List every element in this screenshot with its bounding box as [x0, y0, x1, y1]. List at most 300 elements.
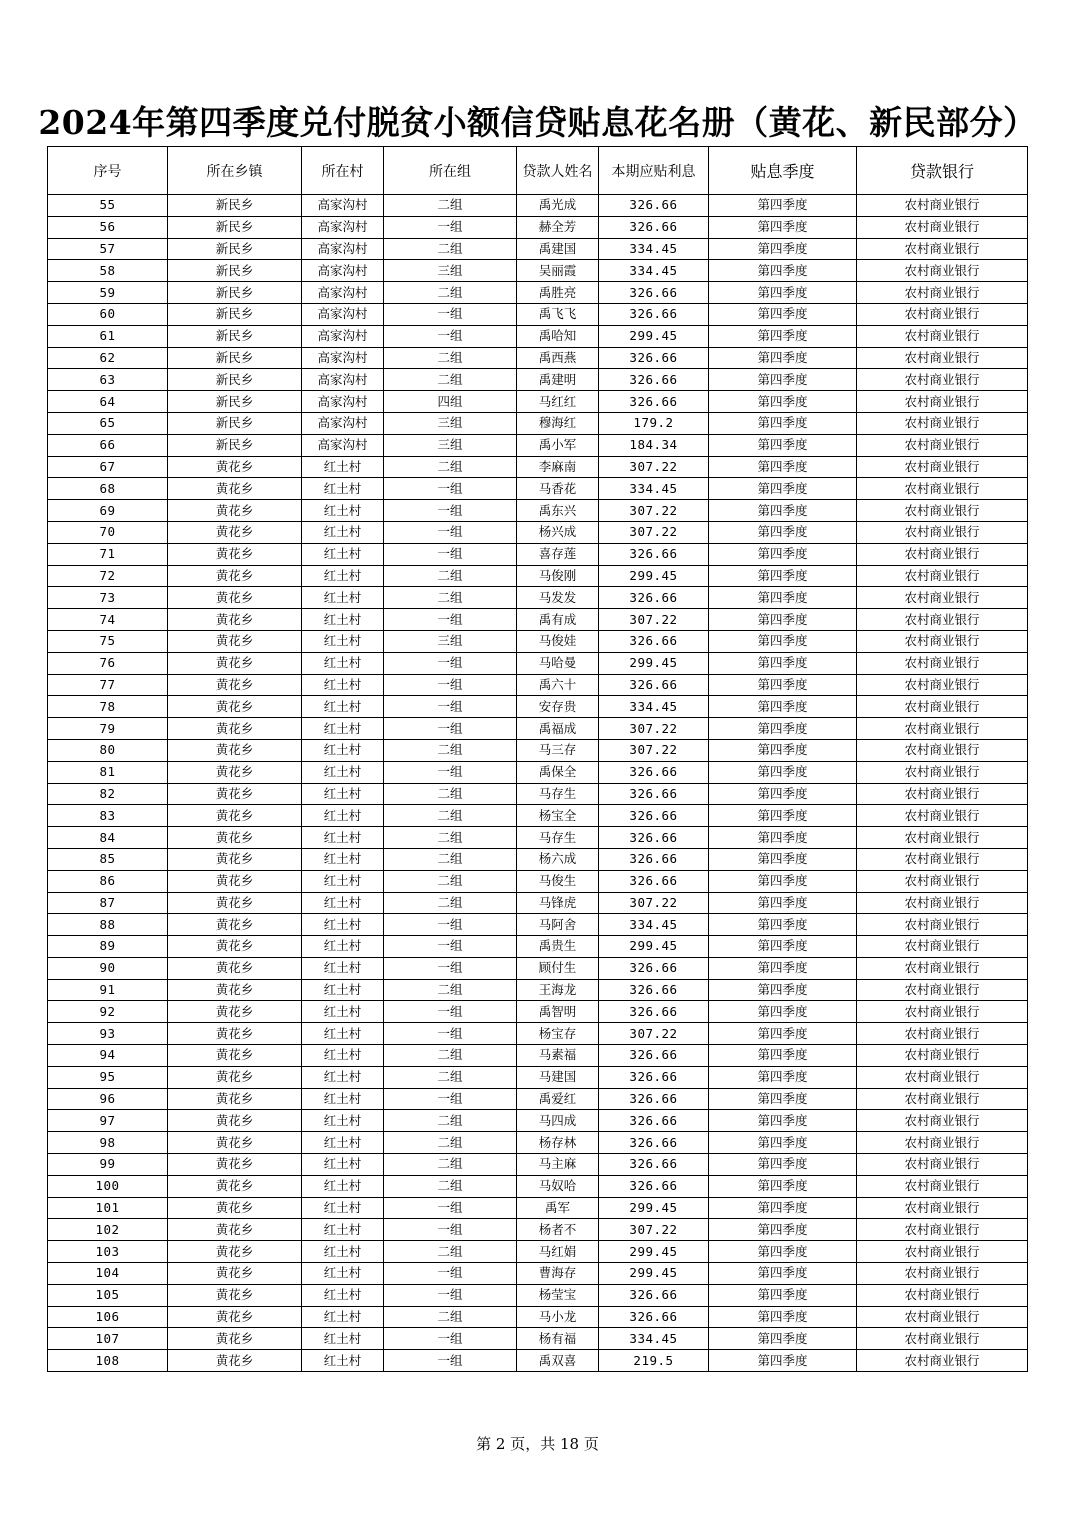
table-cell: 93: [48, 1023, 168, 1045]
table-cell: 黄花乡: [168, 696, 302, 718]
table-row: [48, 412, 1028, 434]
table-row: [48, 1350, 1028, 1372]
table-cell: 马俊刚: [517, 565, 599, 587]
table-cell: 农村商业银行: [857, 478, 1028, 500]
table-cell: 黄花乡: [168, 914, 302, 936]
table-cell: 禹军: [517, 1197, 599, 1219]
table-cell: 二组: [384, 827, 517, 849]
table-cell: 红土村: [302, 1066, 384, 1088]
table-cell: 二组: [384, 1045, 517, 1067]
table-cell: 农村商业银行: [857, 1284, 1028, 1306]
table-cell: 马小龙: [517, 1306, 599, 1328]
table-cell: 农村商业银行: [857, 543, 1028, 565]
header-cell: 贷款人姓名: [517, 147, 599, 195]
table-cell: 98: [48, 1132, 168, 1154]
table-cell: 马四成: [517, 1110, 599, 1132]
table-cell: 新民乡: [168, 260, 302, 282]
table-cell: 马哈曼: [517, 652, 599, 674]
table-cell: 第四季度: [709, 543, 857, 565]
table-cell: 94: [48, 1045, 168, 1067]
table-cell: 红土村: [302, 1197, 384, 1219]
table-cell: 农村商业银行: [857, 652, 1028, 674]
table-cell: 赫全芳: [517, 216, 599, 238]
table-cell: 第四季度: [709, 456, 857, 478]
table-row: [48, 238, 1028, 260]
table-cell: 299.45: [599, 325, 709, 347]
table-cell: 二组: [384, 195, 517, 217]
table-cell: 红土村: [302, 543, 384, 565]
table-cell: 新民乡: [168, 391, 302, 413]
table-cell: 85: [48, 848, 168, 870]
table-cell: 红土村: [302, 674, 384, 696]
table-cell: 一组: [384, 652, 517, 674]
table-cell: 第四季度: [709, 587, 857, 609]
table-cell: 农村商业银行: [857, 1350, 1028, 1372]
table-cell: 83: [48, 805, 168, 827]
table-cell: 326.66: [599, 282, 709, 304]
table-row: [48, 587, 1028, 609]
table-cell: 88: [48, 914, 168, 936]
table-cell: 杨存林: [517, 1132, 599, 1154]
table-cell: 红土村: [302, 500, 384, 522]
table-cell: 禹西燕: [517, 347, 599, 369]
table-cell: 高家沟村: [302, 260, 384, 282]
table-cell: 高家沟村: [302, 412, 384, 434]
table-cell: 一组: [384, 303, 517, 325]
table-cell: 农村商业银行: [857, 892, 1028, 914]
table-cell: 高家沟村: [302, 369, 384, 391]
table-cell: 一组: [384, 478, 517, 500]
table-cell: 杨兴成: [517, 521, 599, 543]
table-cell: 新民乡: [168, 195, 302, 217]
table-cell: 57: [48, 238, 168, 260]
header-cell: 所在乡镇: [168, 147, 302, 195]
table-cell: 326.66: [599, 957, 709, 979]
table-cell: 334.45: [599, 260, 709, 282]
table-cell: 高家沟村: [302, 391, 384, 413]
header-cell: 所在村: [302, 147, 384, 195]
table-cell: 79: [48, 718, 168, 740]
table-cell: 一组: [384, 1023, 517, 1045]
table-row: [48, 696, 1028, 718]
table-cell: 农村商业银行: [857, 718, 1028, 740]
table-cell: 红土村: [302, 957, 384, 979]
table-cell: 黄花乡: [168, 1350, 302, 1372]
table-cell: 326.66: [599, 391, 709, 413]
table-cell: 农村商业银行: [857, 1175, 1028, 1197]
table-cell: 新民乡: [168, 325, 302, 347]
table-cell: 红土村: [302, 1241, 384, 1263]
table-cell: 红土村: [302, 1219, 384, 1241]
table-cell: 农村商业银行: [857, 282, 1028, 304]
table-cell: 黄花乡: [168, 674, 302, 696]
table-cell: 99: [48, 1154, 168, 1176]
table-cell: 106: [48, 1306, 168, 1328]
table-row: [48, 674, 1028, 696]
table-cell: 吴丽霞: [517, 260, 599, 282]
table-cell: 禹福成: [517, 718, 599, 740]
table-cell: 红土村: [302, 1154, 384, 1176]
table-cell: 326.66: [599, 216, 709, 238]
table-cell: 326.66: [599, 848, 709, 870]
table-cell: 299.45: [599, 1263, 709, 1285]
table-cell: 马阿舍: [517, 914, 599, 936]
table-cell: 黄花乡: [168, 1263, 302, 1285]
table-cell: 65: [48, 412, 168, 434]
table-row: [48, 1110, 1028, 1132]
table-cell: 二组: [384, 1241, 517, 1263]
table-cell: 禹爱红: [517, 1088, 599, 1110]
table-cell: 马奴哈: [517, 1175, 599, 1197]
table-cell: 农村商业银行: [857, 1110, 1028, 1132]
table-cell: 黄花乡: [168, 1045, 302, 1067]
table-row: [48, 979, 1028, 1001]
table-cell: 农村商业银行: [857, 1154, 1028, 1176]
table-cell: 104: [48, 1263, 168, 1285]
table-row: [48, 652, 1028, 674]
table-cell: 64: [48, 391, 168, 413]
table-cell: 黄花乡: [168, 848, 302, 870]
table-body: [48, 195, 1028, 1372]
table-cell: 农村商业银行: [857, 565, 1028, 587]
table-cell: 黄花乡: [168, 478, 302, 500]
table-cell: 一组: [384, 500, 517, 522]
table-cell: 第四季度: [709, 1241, 857, 1263]
table-cell: 第四季度: [709, 347, 857, 369]
table-cell: 黄花乡: [168, 609, 302, 631]
table-cell: 农村商业银行: [857, 347, 1028, 369]
table-row: [48, 347, 1028, 369]
table-cell: 二组: [384, 783, 517, 805]
table-cell: 326.66: [599, 630, 709, 652]
table-cell: 禹双喜: [517, 1350, 599, 1372]
table-cell: 三组: [384, 412, 517, 434]
table-cell: 二组: [384, 369, 517, 391]
table-cell: 禹贵生: [517, 936, 599, 958]
table-cell: 农村商业银行: [857, 739, 1028, 761]
table-cell: 马发发: [517, 587, 599, 609]
table-cell: 二组: [384, 1132, 517, 1154]
table-cell: 农村商业银行: [857, 630, 1028, 652]
table-cell: 穆海红: [517, 412, 599, 434]
table-cell: 红土村: [302, 1328, 384, 1350]
table-cell: 黄花乡: [168, 1197, 302, 1219]
table-row: [48, 848, 1028, 870]
table-cell: 二组: [384, 587, 517, 609]
table-cell: 84: [48, 827, 168, 849]
table-row: [48, 739, 1028, 761]
table-cell: 马红红: [517, 391, 599, 413]
table-cell: 97: [48, 1110, 168, 1132]
table-cell: 农村商业银行: [857, 1066, 1028, 1088]
table-cell: 红土村: [302, 1284, 384, 1306]
table-row: [48, 478, 1028, 500]
table-cell: 326.66: [599, 1045, 709, 1067]
table-cell: 禹东兴: [517, 500, 599, 522]
table-cell: 第四季度: [709, 761, 857, 783]
table-cell: 二组: [384, 848, 517, 870]
table-cell: 高家沟村: [302, 238, 384, 260]
table-cell: 一组: [384, 1219, 517, 1241]
table-cell: 184.34: [599, 434, 709, 456]
table-cell: 一组: [384, 957, 517, 979]
table-row: [48, 565, 1028, 587]
table-cell: 326.66: [599, 761, 709, 783]
table-cell: 307.22: [599, 609, 709, 631]
table-cell: 高家沟村: [302, 325, 384, 347]
table-cell: 马俊娃: [517, 630, 599, 652]
table-row: [48, 456, 1028, 478]
table-cell: 红土村: [302, 783, 384, 805]
table-cell: 63: [48, 369, 168, 391]
table-cell: 黄花乡: [168, 1110, 302, 1132]
table-cell: 334.45: [599, 478, 709, 500]
table-row: [48, 195, 1028, 217]
table-cell: 一组: [384, 674, 517, 696]
table-cell: 第四季度: [709, 630, 857, 652]
table-cell: 高家沟村: [302, 282, 384, 304]
table-cell: 第四季度: [709, 957, 857, 979]
table-cell: 红土村: [302, 521, 384, 543]
header-cell: 贴息季度: [709, 147, 857, 195]
table-cell: 一组: [384, 1088, 517, 1110]
table-cell: 黄花乡: [168, 587, 302, 609]
table-row: [48, 718, 1028, 740]
table-cell: 219.5: [599, 1350, 709, 1372]
table-cell: 马建国: [517, 1066, 599, 1088]
table-cell: 红土村: [302, 892, 384, 914]
table-cell: 179.2: [599, 412, 709, 434]
table-cell: 第四季度: [709, 478, 857, 500]
table-cell: 60: [48, 303, 168, 325]
table-row: [48, 216, 1028, 238]
table-cell: 59: [48, 282, 168, 304]
table-cell: 一组: [384, 609, 517, 631]
table-cell: 96: [48, 1088, 168, 1110]
table-cell: 新民乡: [168, 347, 302, 369]
table-cell: 326.66: [599, 1088, 709, 1110]
table-cell: 第四季度: [709, 892, 857, 914]
table-cell: 95: [48, 1066, 168, 1088]
table-cell: 红土村: [302, 1263, 384, 1285]
table-cell: 黄花乡: [168, 1284, 302, 1306]
table-cell: 禹胜亮: [517, 282, 599, 304]
table-cell: 红土村: [302, 630, 384, 652]
table-cell: 69: [48, 500, 168, 522]
table-cell: 二组: [384, 238, 517, 260]
table-cell: 76: [48, 652, 168, 674]
table-cell: 马存生: [517, 783, 599, 805]
table-cell: 四组: [384, 391, 517, 413]
table-cell: 一组: [384, 914, 517, 936]
table-cell: 红土村: [302, 848, 384, 870]
table-cell: 农村商业银行: [857, 1219, 1028, 1241]
table-cell: 二组: [384, 347, 517, 369]
table-cell: 禹保全: [517, 761, 599, 783]
table-cell: 307.22: [599, 718, 709, 740]
table-cell: 农村商业银行: [857, 1001, 1028, 1023]
table-cell: 禹小军: [517, 434, 599, 456]
table-cell: 一组: [384, 216, 517, 238]
table-cell: 黄花乡: [168, 739, 302, 761]
table-cell: 农村商业银行: [857, 696, 1028, 718]
table-cell: 105: [48, 1284, 168, 1306]
table-cell: 第四季度: [709, 718, 857, 740]
table-cell: 86: [48, 870, 168, 892]
table-cell: 杨者不: [517, 1219, 599, 1241]
table-cell: 农村商业银行: [857, 957, 1028, 979]
table-cell: 71: [48, 543, 168, 565]
table-cell: 农村商业银行: [857, 1197, 1028, 1219]
table-cell: 107: [48, 1328, 168, 1350]
table-cell: 黄花乡: [168, 783, 302, 805]
table-cell: 红土村: [302, 696, 384, 718]
table-cell: 黄花乡: [168, 1241, 302, 1263]
table-cell: 农村商业银行: [857, 456, 1028, 478]
table-cell: 299.45: [599, 565, 709, 587]
table-cell: 第四季度: [709, 1066, 857, 1088]
table-cell: 78: [48, 696, 168, 718]
table-cell: 第四季度: [709, 260, 857, 282]
table-row: [48, 630, 1028, 652]
table-row: [48, 1023, 1028, 1045]
table-cell: 第四季度: [709, 1306, 857, 1328]
table-cell: 杨宝存: [517, 1023, 599, 1045]
table-cell: 黄花乡: [168, 718, 302, 740]
table-cell: 307.22: [599, 456, 709, 478]
table-cell: 第四季度: [709, 282, 857, 304]
table-cell: 黄花乡: [168, 870, 302, 892]
table-cell: 第四季度: [709, 674, 857, 696]
table-cell: 一组: [384, 696, 517, 718]
page-title: 2024年第四季度兑付脱贫小额信贷贴息花名册（黄花、新民部分）: [38, 103, 1037, 142]
table-cell: 第四季度: [709, 1175, 857, 1197]
table-cell: 326.66: [599, 195, 709, 217]
table-cell: 黄花乡: [168, 1023, 302, 1045]
table-cell: 红土村: [302, 1045, 384, 1067]
table-cell: 农村商业银行: [857, 936, 1028, 958]
table-cell: 红土村: [302, 565, 384, 587]
table-cell: 第四季度: [709, 805, 857, 827]
table-cell: 第四季度: [709, 1328, 857, 1350]
table-cell: 二组: [384, 892, 517, 914]
table-row: [48, 260, 1028, 282]
table-cell: 红土村: [302, 936, 384, 958]
table-cell: 黄花乡: [168, 543, 302, 565]
table-cell: 红土村: [302, 718, 384, 740]
table-cell: 黄花乡: [168, 521, 302, 543]
table-cell: 红土村: [302, 587, 384, 609]
table-cell: 第四季度: [709, 848, 857, 870]
table-cell: 高家沟村: [302, 303, 384, 325]
table-cell: 一组: [384, 936, 517, 958]
table-cell: 农村商业银行: [857, 1088, 1028, 1110]
table-row: [48, 1219, 1028, 1241]
table-cell: 新民乡: [168, 282, 302, 304]
table-cell: 杨宝全: [517, 805, 599, 827]
table-cell: 第四季度: [709, 696, 857, 718]
table-cell: 一组: [384, 1197, 517, 1219]
table-cell: 红土村: [302, 1306, 384, 1328]
table-cell: 顾付生: [517, 957, 599, 979]
table-cell: 杨六成: [517, 848, 599, 870]
table-cell: 黄花乡: [168, 936, 302, 958]
table-cell: 70: [48, 521, 168, 543]
table-row: [48, 870, 1028, 892]
table-cell: 李麻南: [517, 456, 599, 478]
table-cell: 农村商业银行: [857, 979, 1028, 1001]
table-cell: 第四季度: [709, 325, 857, 347]
table-cell: 一组: [384, 1263, 517, 1285]
table-cell: 曹海存: [517, 1263, 599, 1285]
table-cell: 307.22: [599, 892, 709, 914]
table-cell: 一组: [384, 718, 517, 740]
table-cell: 农村商业银行: [857, 587, 1028, 609]
table-cell: 第四季度: [709, 238, 857, 260]
table-cell: 农村商业银行: [857, 1263, 1028, 1285]
table-row: [48, 1088, 1028, 1110]
table-cell: 新民乡: [168, 369, 302, 391]
table-cell: 82: [48, 783, 168, 805]
table-cell: 326.66: [599, 1001, 709, 1023]
table-cell: 55: [48, 195, 168, 217]
table-cell: 红土村: [302, 1175, 384, 1197]
table-cell: 326.66: [599, 543, 709, 565]
table-row: [48, 1241, 1028, 1263]
table-cell: 326.66: [599, 1110, 709, 1132]
table-cell: 326.66: [599, 1154, 709, 1176]
table-cell: 第四季度: [709, 1110, 857, 1132]
table-cell: 68: [48, 478, 168, 500]
table-cell: 农村商业银行: [857, 783, 1028, 805]
table-cell: 黄花乡: [168, 979, 302, 1001]
table-cell: 307.22: [599, 521, 709, 543]
table-cell: 农村商业银行: [857, 827, 1028, 849]
table-cell: 新民乡: [168, 303, 302, 325]
table-cell: 农村商业银行: [857, 434, 1028, 456]
table-cell: 杨莹宝: [517, 1284, 599, 1306]
table-cell: 喜存莲: [517, 543, 599, 565]
table-cell: 马俊生: [517, 870, 599, 892]
table-row: [48, 1284, 1028, 1306]
table-row: [48, 1197, 1028, 1219]
table-cell: 334.45: [599, 238, 709, 260]
table-row: [48, 936, 1028, 958]
table-cell: 326.66: [599, 1175, 709, 1197]
table-cell: 农村商业银行: [857, 303, 1028, 325]
table-cell: 第四季度: [709, 827, 857, 849]
table-row: [48, 303, 1028, 325]
table-cell: 红土村: [302, 1350, 384, 1372]
table-cell: 67: [48, 456, 168, 478]
table-cell: 农村商业银行: [857, 325, 1028, 347]
table-cell: 农村商业银行: [857, 216, 1028, 238]
table-cell: 禹有成: [517, 609, 599, 631]
table-cell: 第四季度: [709, 1197, 857, 1219]
table-cell: 红土村: [302, 739, 384, 761]
table-cell: 高家沟村: [302, 434, 384, 456]
table-cell: 75: [48, 630, 168, 652]
table-cell: 299.45: [599, 936, 709, 958]
table-row: [48, 543, 1028, 565]
table-cell: 326.66: [599, 783, 709, 805]
table-cell: 第四季度: [709, 1045, 857, 1067]
table-cell: 91: [48, 979, 168, 1001]
table-cell: 农村商业银行: [857, 238, 1028, 260]
table-cell: 第四季度: [709, 1088, 857, 1110]
table-cell: 红土村: [302, 870, 384, 892]
table-cell: 马存生: [517, 827, 599, 849]
